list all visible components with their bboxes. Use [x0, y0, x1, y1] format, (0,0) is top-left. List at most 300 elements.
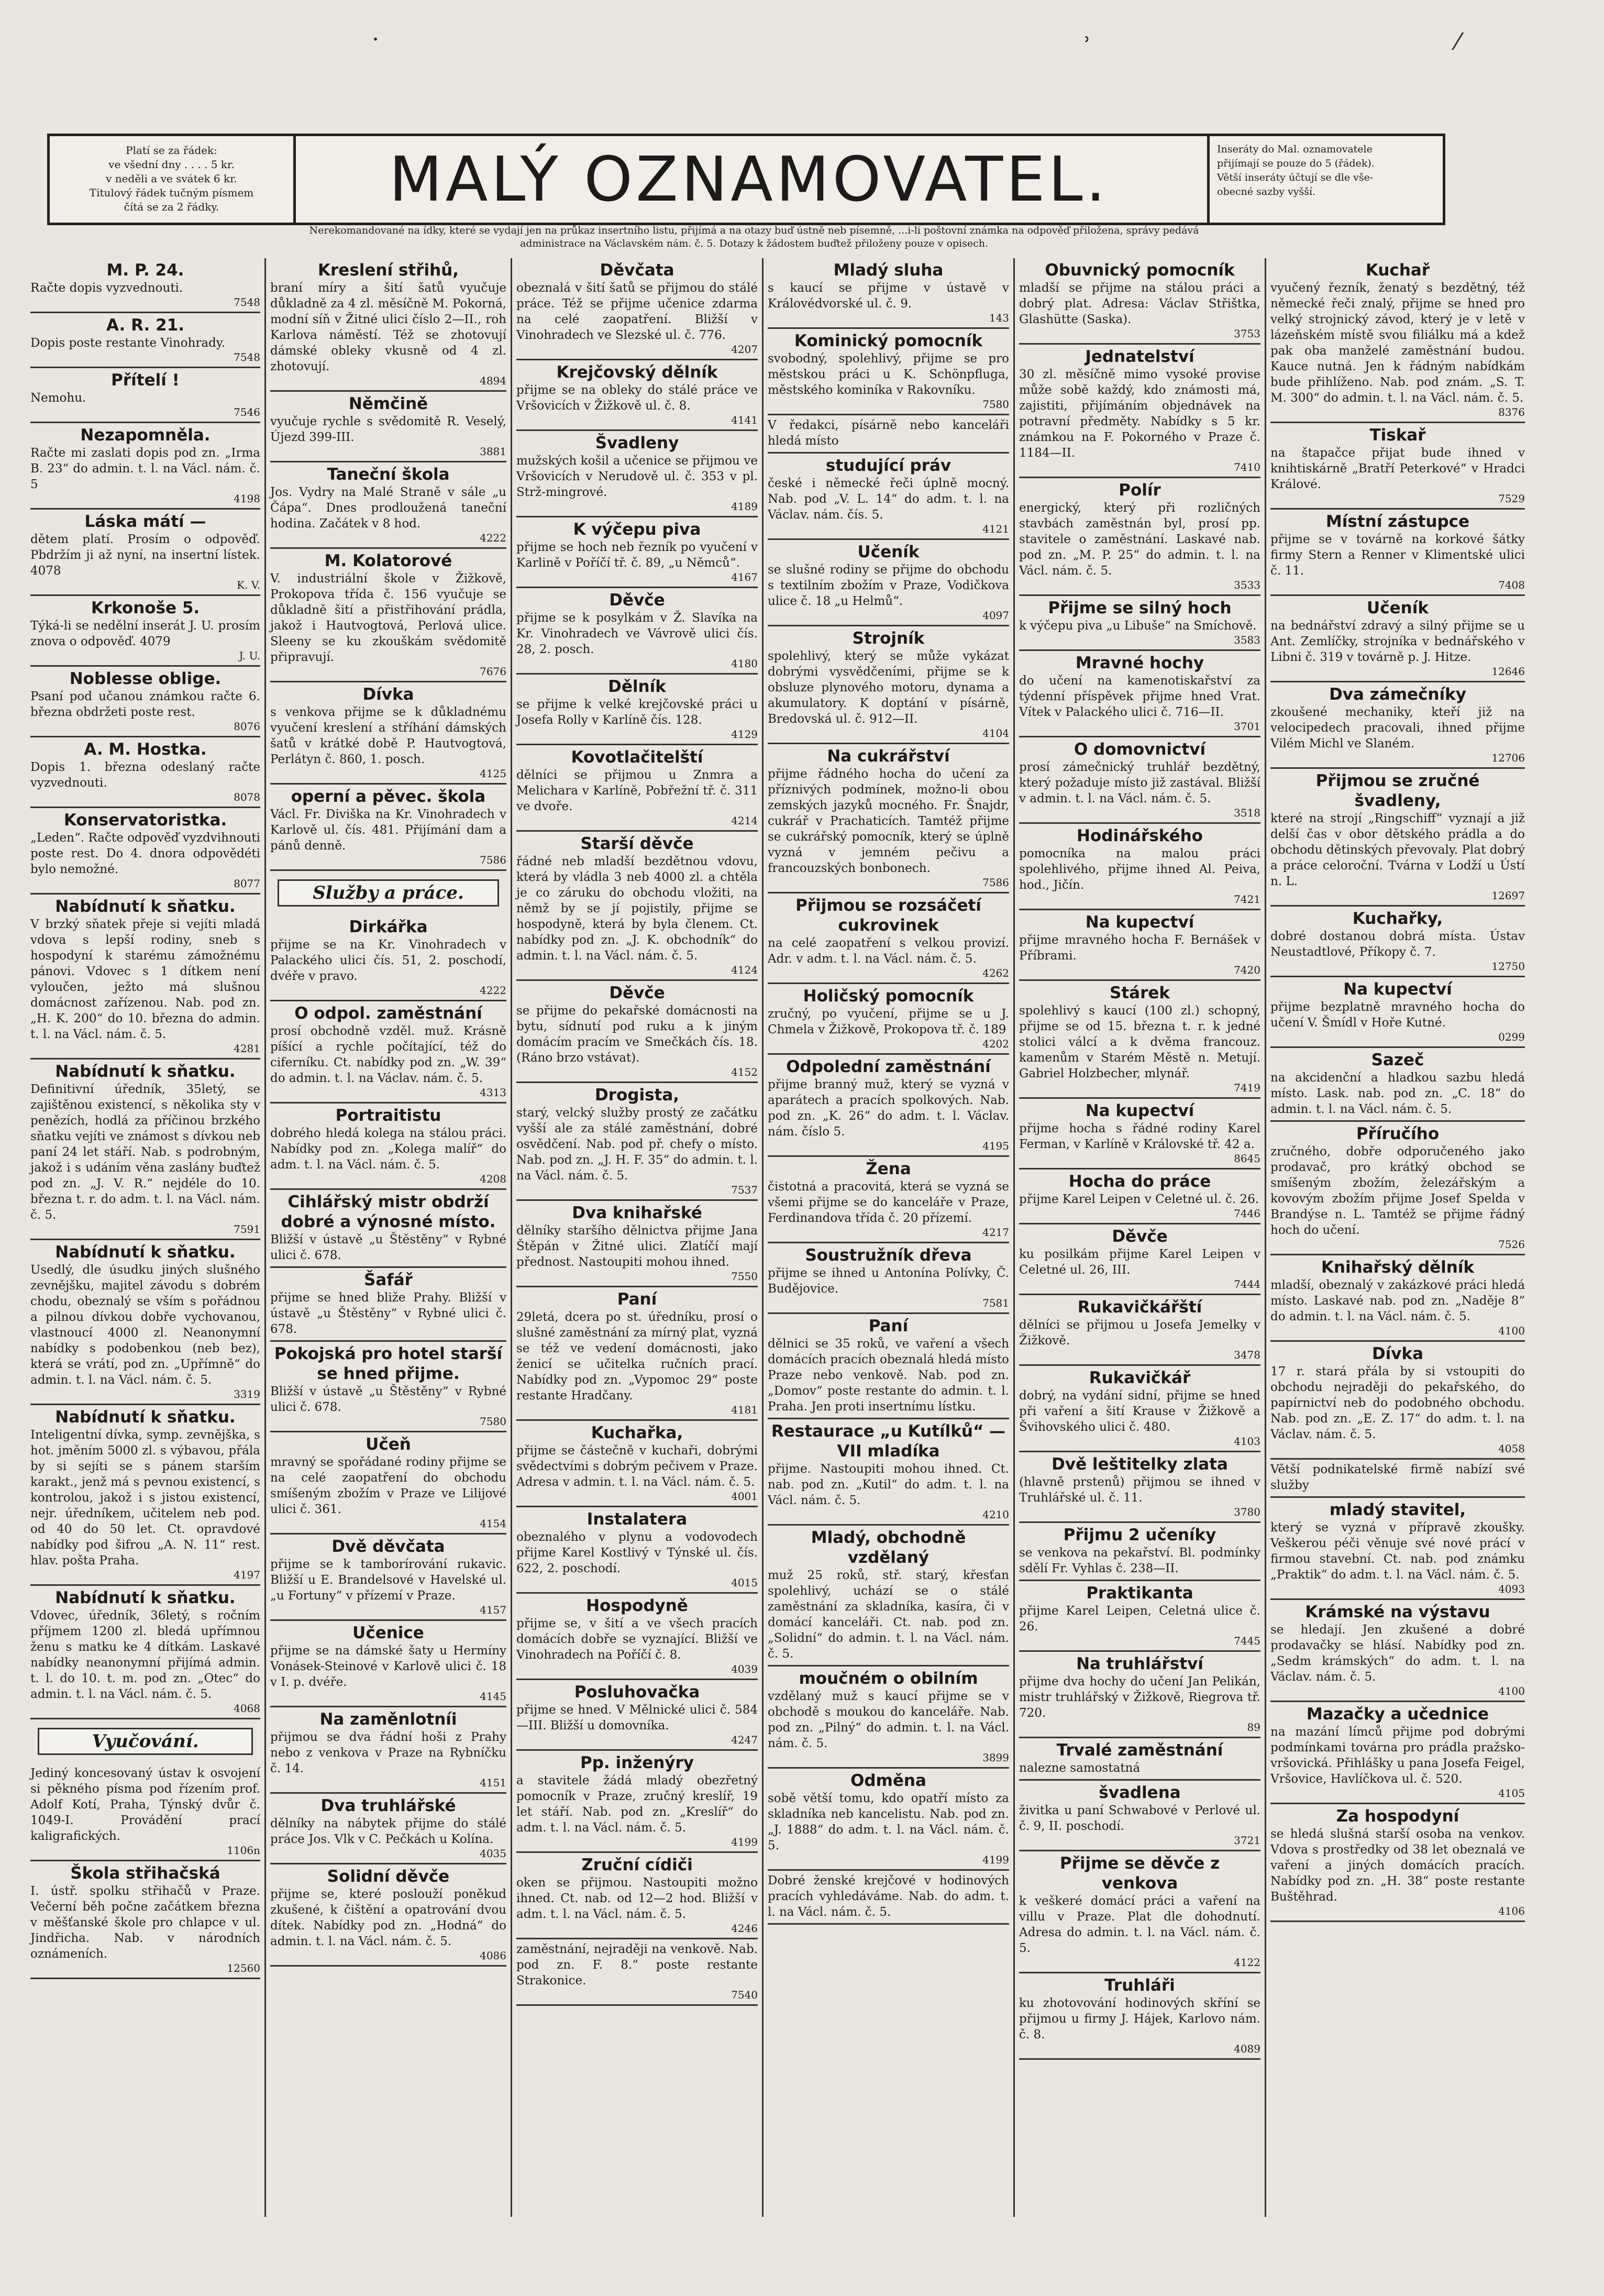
ad-heading: Paní [617, 1290, 657, 1309]
classified-ad [270, 1864, 506, 1967]
ad-text: vzdělaný muž s kaucí přijme se v obchodě s moukou do kanceláře. Nab. pod zn. „Pilný“ do admin. t. l. na Václ. nám. č. 5. [768, 1690, 1009, 1750]
classified-ad [30, 737, 260, 808]
ad-heading: švadlena [1099, 1783, 1181, 1802]
classified-ad [516, 588, 758, 675]
ad-text: braní míry a šití šatů vyučuje důkladně za 4 zl. měsíčně M. Pokorná, modní síň v Žitné ulici číslo 2—II., roh Karlova náměstí. Též se zhotovují dámské obleky vkusně od 4 zl. zhotovují. [270, 281, 506, 373]
ad-heading: Polír [1119, 481, 1161, 500]
ad-heading: Obuvnický pomocník [1045, 261, 1235, 280]
ad-heading: Taneční škola [327, 465, 450, 484]
ad-heading: Jednatelství [1085, 347, 1194, 366]
ad-reference-number: 8376 [1498, 406, 1525, 418]
ad-text: se hledají. Jen zkušené a dobré prodavačky se hlásí. Nabídky pod zn. „Sedm krámských“ do adm. t. l. na Václav. nám. č. 5. [1270, 1623, 1525, 1684]
ad-text: zručného, dobře odporučeného jako prodavač, pro krátký obchod se smíšeným zbožím, železářským a kovovým zbožím přijme Josef Spelda v Brandýse n. L. Tamtéž se přijme řádný hoch do učení. [1270, 1145, 1525, 1237]
classified-ad [516, 1287, 758, 1421]
ad-reference-number: 4039 [731, 1663, 758, 1675]
ad-text: I. ústř. spolku střihačů v Praze. Večerní běh počne začátkem března v měšťanské škole pro chlapce v ul. Jindřicha. Nab. v národních oznámeních. [30, 1884, 260, 1961]
ad-text: energický, který při rozličných stavbách zaměstnán byl, prosí pp. stavitele o zaměstnání. Laskavé nab. pod zn. „M. P. 25“ do admin. t. l. na Václ. nám. č. 5. [1019, 501, 1260, 578]
classified-ad [270, 1794, 506, 1864]
classified-ad [270, 1190, 506, 1268]
ad-text: se venkova na pekařství. Bl. podmínky sdělí Fr. Vyhlas č. 238—II. [1019, 1546, 1260, 1575]
ad-reference-number: 4068 [234, 1702, 260, 1715]
ad-column [1265, 258, 1529, 2217]
classified-ad [1019, 1224, 1260, 1295]
ad-heading: Děvčata [600, 261, 674, 280]
ad-text: spolehlivý s kaucí (100 zl.) schopný, přijme se od 15. března t. r. k jedné stolici válcí a k dvěma francouz. kamenům v Starém Městě n. Metují. Gabriel Holzbecher, mlynář. [1019, 1004, 1260, 1080]
ad-column [26, 258, 264, 2217]
ad-reference-number: J. U. [239, 649, 260, 662]
ad-heading: Dvě děvčata [331, 1537, 445, 1556]
ad-reference-number: 12560 [227, 1962, 260, 1974]
section-heading: Služby a práce. [278, 879, 499, 907]
ad-reference-number: 4145 [480, 1690, 506, 1703]
ad-heading: Hospodyně [586, 1596, 688, 1615]
ad-reference-number: 8645 [1234, 1152, 1260, 1165]
classified-ad [768, 415, 1009, 454]
ad-text: mladší, obeznalý v zakázkové práci hledá místo. Laskavé nab. pod zn. „Naděje 8“ do admin. t. l. na Václ. nám. č. 5. [1270, 1278, 1525, 1323]
ad-text: přijme bezplatně mravného hocha do učení V. Šmídl v Hoře Kutné. [1270, 1000, 1525, 1030]
page-title: MALÝ OZNAMOVATEL. [389, 143, 1109, 215]
ad-reference-number: 4202 [982, 1037, 1009, 1050]
ad-heading: Na kupectví [1085, 1101, 1194, 1120]
ad-text: starý, velcký služby prostý ze začátku vyšší ale za stálé zaměstnání, dobré osvědčení. Nab. pod př. chefy o místo. Nab. pod zn. „J. H. F. 35“ do admin. t. l. na Václ. nám. č. 5. [516, 1106, 758, 1183]
classified-ad [1270, 510, 1525, 596]
ad-heading: Přijme se děvče z venkova [1059, 1854, 1220, 1893]
ad-reference-number: 3478 [1234, 1349, 1260, 1361]
classified-ad [1270, 769, 1525, 907]
ad-heading: A. R. 21. [106, 316, 185, 335]
info-line: přijímají se pouze do 5 (řádek). [1217, 158, 1375, 169]
classified-ad [270, 1342, 506, 1432]
classified-ad [1270, 977, 1525, 1048]
ad-heading: Hocha do práce [1068, 1172, 1211, 1191]
classified-ad [768, 893, 1009, 984]
ad-text: 30 zl. měsíčně mimo vysoké provise může sobě každý, kdo známosti má, zajistiti, přijímáním objednávek na potravní předměty. Nabídky s 5 kr. známkou na F. Pokorného v Praze č. 1184—II. [1019, 368, 1260, 460]
classified-ad [516, 1939, 758, 2006]
ad-heading: Praktikanta [1086, 1584, 1193, 1603]
info-line: Inseráty do Mal. oznamovatele [1217, 144, 1373, 155]
ad-reference-number: 7419 [1234, 1081, 1260, 1094]
ad-reference-number: 7421 [1234, 893, 1260, 906]
ad-text: zkoušené mechaniky, kteří již na velocipedech pracovali, ihned přijme Vilém Michl ve Slaném. [1270, 705, 1525, 750]
ad-heading: Dva truhlářské [320, 1796, 456, 1815]
classified-ad [768, 626, 1009, 744]
classified-ad [270, 1432, 506, 1535]
ad-text: svobodný, spolehlivý, přijme se pro městskou práci u K. Schönpfluga, městského kominíka v Rakovníku. [768, 352, 1009, 397]
ad-text: živitka u paní Schwabové v Perlové ul. č. 9, II. poschodí. [1019, 1804, 1260, 1833]
ad-text: Bližší v ústavě „u Štěstěny“ v Rybné ulici č. 678. [270, 1385, 506, 1414]
ad-text: na mazání límců přijme pod dobrými podmínkami továrna pro prádla pražsko-vršovická. Přihlášky u pana Josefa Feigel, Vršovice, Havlíčkova ul. č. 520. [1270, 1725, 1525, 1786]
ad-heading: Dělník [608, 677, 666, 696]
classified-ad [516, 360, 758, 431]
ad-text: přijme se hoch neb řezník po vyučení v Karlině v Poříčí tř. č. 89, „u Němců“. [516, 540, 758, 570]
ad-heading: Rukavičkářští [1077, 1298, 1202, 1317]
ad-reference-number: 7550 [731, 1270, 758, 1283]
ad-text: čistotná a pracovitá, která se vyzná se všemi přijme se do kanceláře v Praze, Ferdinandova třída č. 20 přízemí. [768, 1180, 1009, 1225]
classified-ad [270, 549, 506, 682]
ad-text: dobrého hledá kolega na stálou práci. Nabídky pod zn. „Kolega malíř“ do adm. t. l. na Václ. nám. č. 5. [270, 1127, 506, 1172]
classified-ad [1019, 910, 1260, 981]
ad-heading: Přijme se silný hoch [1048, 599, 1232, 617]
ad-column [511, 258, 762, 2217]
classified-ad [768, 744, 1009, 893]
ad-text: ku zhotovování hodinových skříní se přijmou u firmy J. Hájek, Karlovo nám. č. 8. [1019, 1996, 1260, 2041]
ad-heading: Portraitistu [335, 1106, 441, 1125]
classified-ad [30, 1861, 260, 1979]
ad-reference-number: 3319 [234, 1388, 260, 1400]
ad-text: dělnici se 35 roků, ve vaření a všech domácích pracích obeznalá hledá místo Praze nebo venkově. Nab. pod zn. „Domov“ poste restante do admin. t. l. Praha. Jen proti insertnímu lístku. [768, 1337, 1009, 1414]
ad-text: k výčepu piva „u Libuše“ na Smíchově. [1019, 619, 1257, 633]
ad-heading: studující práv [825, 456, 952, 475]
ad-heading: Nabídnutí k sňatku. [55, 1588, 236, 1607]
ad-heading: Tiskař [1369, 426, 1426, 445]
ad-heading: Pokojská pro hotel starší se hned přijme. [274, 1344, 503, 1383]
ad-reference-number: 4222 [480, 984, 506, 997]
classified-ad [768, 1871, 1009, 1925]
ad-text: řádné neb mladší bezdětnou vdovu, která by vládla 3 neb 4000 zl. a chtěla je co záruku do obchodu vložiti, na němž by se jí pojistily, přijme se hospodyně, která by byla členem. Ct. nabídky pod zn. „J. K. obchodník“ do admin. t. l. na Václ. nám. č. 5. [516, 855, 758, 963]
ad-heading: Stárek [1110, 984, 1170, 1002]
ad-heading: Učeník [1367, 599, 1429, 617]
ad-text: obeznalého v plynu a vodovodech přijme Karel Kostlivý v Týnské ul. čís. 622, 2. poschodí. [516, 1530, 758, 1575]
ad-reference-number: 3780 [1234, 1506, 1260, 1518]
ad-text: Jos. Vydry na Malé Straně v sále „u Čápa“. Dnes prodloužená taneční hodina. Začátek v 8 hod. [270, 485, 506, 531]
ad-heading: Nabídnutí k sňatku. [55, 1062, 236, 1081]
ad-text: přijme se částečně v kuchaři, dobrými svědectvími s dobrým pečivem v Praze. Adresa v admin. t. l. na Václ. nám. č. 5. [516, 1444, 758, 1489]
classified-ad [30, 258, 260, 313]
ad-text: (hlavně prstenů) přijmou se ihned v Truhlářské ul. č. 11. [1019, 1475, 1260, 1505]
classified-ad [1019, 478, 1260, 596]
ad-text: Bližší v ústavě „u Štěstěny“ v Rybné ulici č. 678. [270, 1233, 506, 1262]
ad-reference-number: 4106 [1498, 1905, 1525, 1917]
ad-text: přijme se v továrně na korkové šátky firmy Stern a Renner v Klimentské ulici č. 11. [1270, 533, 1525, 578]
ad-reference-number: 4097 [982, 609, 1009, 622]
classified-ad [768, 984, 1009, 1055]
ad-heading: Sazeč [1371, 1051, 1424, 1069]
ad-text: Vdovec, úředník, 36letý, s ročním příjmem 1200 zl. bledá upřímnou ženu s matku ke 4 dítkám. Laskavé nabídky neanonymní přijímá admin. t. l. do 10. t. m. pod zn. „Otec“ do admin. t. l. na Václ. nám. č. 5. [30, 1609, 260, 1701]
ad-heading: Přítelí ! [111, 371, 180, 390]
classified-ad [1019, 1973, 1260, 2060]
classified-ad [270, 392, 506, 462]
ad-text: které na strojí „Ringschiff“ vyznají a již delší čas v obor dětského prádla a do obchodu dětinských převovaly. Plat dobrý a práce celoroční. Tvárna v Lodží u Ústí n. L. [1270, 812, 1525, 888]
ad-reference-number: 4089 [1234, 2043, 1260, 2055]
classified-ad [516, 832, 758, 981]
ad-text: vyučuje rychle s svědomitě R. Veselý, Újezd 399-III. [270, 415, 506, 444]
classified-ad [270, 258, 506, 392]
ad-reference-number: 4210 [982, 1508, 1009, 1521]
ad-text: se slušné rodiny se přijme do obchodu s textilním zbožím v Praze, Vodičkova ulice č. 18 „u Helmů“. [768, 563, 1009, 608]
classified-ad [516, 1853, 758, 1939]
ad-heading: Kuchařky, [1352, 909, 1443, 928]
ad-heading: Na kupectví [1085, 913, 1194, 932]
ad-heading: Přijmou se rozsáčetí cukrovinek [795, 896, 981, 935]
notice-line: Nerekomandované na ídky, které se vydají jen na průkaz insertního listu, přijímá a na otazy buď ústně neb písemně, ...i-li poštovní známka na odpověď přiložena, správy pedává [309, 225, 1199, 236]
ad-text: přijme se k posylkám v Ž. Slavíka na Kr. Vinohradech ve Vávrově ulici čís. 28, 2. posch. [516, 611, 758, 656]
classified-ad [30, 368, 260, 423]
price-line: Titulový řádek tučným písmem [89, 186, 254, 199]
ad-heading: O domovnictví [1074, 740, 1206, 759]
ad-reference-number: 4001 [731, 1490, 758, 1503]
ad-reference-number: 7586 [480, 854, 506, 866]
ad-reference-number: 3753 [1234, 327, 1260, 340]
classified-ad [1019, 737, 1260, 824]
ad-text: se hledá slušná starší osoba na venkov. Vdova s prostředky od 38 let obeznalá ve vaření a jiných domácích pracích. Nabídky pod zn. „H. 38“ poste restante Buštěhrad. [1270, 1827, 1525, 1904]
classified-ad [270, 1268, 506, 1342]
ad-heading: Přijmou se zručné švadleny, [1315, 771, 1480, 810]
ad-text: dělníci se přijmou u Josefa Jemelky v Žižkově. [1019, 1318, 1260, 1348]
ad-heading: Drogista, [594, 1086, 680, 1105]
ad-heading: Učeň [366, 1435, 411, 1454]
ad-heading: Na zaměnlotníi [319, 1710, 457, 1729]
ad-text: V ředakci, písárně nebo kanceláři hledá místo [768, 418, 1009, 448]
ad-reference-number: 4281 [234, 1042, 260, 1055]
price-line: v neděli a ve svátek 6 kr. [106, 172, 237, 185]
classified-ad [1019, 1295, 1260, 1366]
ad-heading: Dvě leštitelky zlata [1052, 1455, 1228, 1474]
classified-ad [516, 1421, 758, 1507]
ad-text: přijme se na obleky do stálé práce ve Vršovicích v Žižkově ul. č. 8. [516, 383, 758, 413]
ad-text: přijme Karel Leipen v Celetné ul. č. 26. [1019, 1193, 1259, 1206]
ad-heading: Mravné hochy [1075, 654, 1204, 672]
ad-heading: Krkonoše 5. [91, 599, 200, 617]
ad-text: mužských košil a učenice se přijmou ve Vršovicích v Nerudově ul. č. 353 v pl. Strž-mingrové. [516, 454, 758, 499]
ad-text: se přijme k velké krejčovské práci u Josefa Rolly v Karlíně čís. 128. [516, 698, 758, 727]
classified-ad [1270, 1498, 1525, 1600]
ad-text: dobré dostanou dobrá místa. Ústav Neustadtlové, Příkopy č. 7. [1270, 930, 1525, 959]
classified-ad [1019, 1169, 1260, 1224]
classified-ad [516, 1680, 758, 1751]
classified-ad [516, 1083, 758, 1201]
price-line: Platí se za řádek: [126, 144, 217, 157]
classified-ad [516, 675, 758, 745]
ad-text: přijme se, které poslouží poněkud zkušené, k čištění a opatrování dvou dítek. Nabídky pod zn. „Hodná“ do admin. t. l. na Václ. nám. č. 5. [270, 1887, 506, 1948]
ad-reference-number: 4154 [480, 1517, 506, 1530]
classified-ad [30, 596, 260, 667]
classified-ad [30, 1059, 260, 1240]
classified-ad [1270, 1600, 1525, 1702]
insertion-info-box [1207, 136, 1443, 223]
ad-reference-number: 4151 [480, 1776, 506, 1789]
ad-reference-number: 4214 [731, 814, 758, 827]
ad-reference-number: 1106n [227, 1844, 260, 1857]
ad-reference-number: 12750 [1491, 960, 1525, 973]
ad-reference-number: 7444 [1234, 1278, 1260, 1290]
ad-reference-number: 4124 [731, 964, 758, 976]
ad-text: 17 r. stará přála by si vstoupiti do obchodu nejraději do pekařského, do papírnictví neb do podobného obchodu. Nab. pod zn. „E. Z. 17“ do adm. t. l. na Václav. nám. č. 5. [1270, 1365, 1525, 1441]
ad-reference-number: 7529 [1498, 492, 1525, 505]
ad-text: přijme dva hochy do učení Jan Pelikán, mistr truhlářský v Žižkově, Riegrova tř. 720. [1019, 1675, 1260, 1720]
ad-heading: Konservatoristka. [63, 811, 227, 830]
ad-heading: Dirkářka [349, 918, 428, 936]
ad-reference-number: 7591 [234, 1223, 260, 1235]
ad-reference-number: 7580 [480, 1415, 506, 1428]
ad-text: dětem platí. Prosím o odpověď. Pbdržím ji až nyní, na insertní lístek. 4078 [30, 533, 260, 578]
ad-heading: Na truhlářství [1076, 1654, 1203, 1673]
ad-reference-number: 4189 [731, 500, 758, 513]
classified-ad [270, 1103, 506, 1190]
classified-ad [1019, 1851, 1260, 1973]
ad-heading: Restaurace „u Kutílků“ —VII mladíka [771, 1422, 1006, 1461]
ad-reference-number: 4103 [1234, 1435, 1260, 1448]
classified-ad [768, 454, 1009, 540]
ad-text: dobrý, na vydání sidní, přijme se hned při vaření a šití Krause v Žižkově a Švihovského ulici č. 480. [1019, 1389, 1260, 1434]
section-heading: Vyučování. [38, 1728, 253, 1755]
classified-ad [1019, 345, 1260, 478]
ad-reference-number: 4125 [480, 767, 506, 780]
classified-ad [30, 667, 260, 737]
ad-reference-number: 4100 [1498, 1324, 1525, 1337]
ad-reference-number: 7548 [234, 296, 260, 308]
ad-text: Psaní pod učanou známkou račte 6. března obdržeti poste rest. [30, 690, 260, 719]
classified-ad [30, 895, 260, 1059]
ad-heading: Cihlářský mistr obdrží dobré a výnosné místo. [281, 1193, 496, 1231]
ad-heading: Děvče [609, 984, 665, 1002]
classified-ad [768, 1526, 1009, 1666]
classified-ad [1019, 1781, 1260, 1851]
ad-text: dělníky staršího dělnictva přijme Jana Štěpán v Žitné ulici. Zlatíčí mají přednost. Nastoupiti mohou ihned. [516, 1224, 758, 1269]
ad-reference-number: 4104 [982, 727, 1009, 739]
ad-heading: Za hospodyní [1336, 1807, 1459, 1826]
ad-reference-number: 7548 [234, 351, 260, 363]
ad-heading: Nezapomněla. [80, 426, 211, 445]
ad-text: přijme se na Kr. Vinohradech v Palackého ulici čís. 51, 2. poschodí, dvéře v pravo. [270, 938, 506, 983]
ad-text: který se vyzná v přípravě zkoušky. Veškerou péči věnuje své nové prácí v firmou stavební. Ct. nab. pod známku „Praktik“ do adm. t. l. na Václ. nám. č. 5. [1270, 1521, 1525, 1582]
classified-ad [1270, 1048, 1525, 1122]
classified-ad [1019, 1652, 1260, 1738]
classified-ad [516, 745, 758, 832]
classified-ad [768, 258, 1009, 329]
ad-reference-number: 4247 [731, 1734, 758, 1746]
ad-text: přijme Karel Leipen, Celetná ulice č. 26. [1019, 1604, 1260, 1633]
ad-heading: M. Kolatorové [324, 551, 452, 570]
notice-line: administrace na Václavském nám. č. 5. Dotazy k žádostem buďtež přiloženy pouze v opisech. [519, 238, 989, 249]
classified-ad [270, 462, 506, 549]
ad-heading: Instalatera [587, 1510, 688, 1529]
ad-reference-number: 4199 [982, 1853, 1009, 1866]
ad-heading: Nabídnutí k sňatku. [55, 897, 236, 916]
classified-ad [516, 517, 758, 588]
ad-reference-number: 8077 [234, 877, 260, 890]
classified-ad [1270, 423, 1525, 510]
classified-ad [270, 682, 506, 785]
ad-text: 29letá, dcera po st. úředníku, prosí o slušné zaměstnání za mírný plat, vyzná se též ve vedení domácnosti, jako ženicí se učitelka ručních prací. Nabídky pod zn. „Vypomoc 29“ poste restante Hradčany. [516, 1310, 758, 1403]
ad-reference-number: 4313 [480, 1086, 506, 1099]
ad-heading: Mladý, obchodně vzdělaný [811, 1528, 966, 1567]
ad-reference-number: 7580 [982, 398, 1009, 411]
ad-text: k veškeré domácí práci a vaření na villu v Praze. Plat dle dohodnutí. Adresa do admin. t. l. na Václ. nám. č. 5. [1019, 1894, 1260, 1955]
ad-heading: Kuchař [1365, 261, 1430, 280]
ad-reference-number: 4058 [1498, 1442, 1525, 1455]
ad-text: „Leden“. Račte odpověď vyzdvihnouti poste rest. Do 4. dnora odpovědéti bylo nemožné. [30, 831, 260, 876]
ad-heading: moučném o obilním [799, 1669, 978, 1688]
ad-reference-number: 7586 [982, 876, 1009, 889]
ad-heading: Trvalé zaměstnání [1056, 1741, 1223, 1760]
ad-heading: Truhláři [1104, 1976, 1175, 1995]
ink-mark: · [372, 26, 379, 53]
ad-text: dělníci se přijmou u Znmra a Melichara v Karlíně, Pobřežní tř. č. 311 ve dvoře. [516, 768, 758, 813]
ad-heading: Dva zámečníky [1329, 685, 1466, 704]
ad-text: do učení na kamenotiskařství za týdenní příspěvek přijme hned Vrat. Vítek v Palackého ulici č. 716—II. [1019, 674, 1260, 719]
ad-heading: Zruční cídiči [581, 1856, 693, 1874]
classified-ad [270, 1707, 506, 1794]
ad-column [1013, 258, 1265, 2217]
ad-heading: Láska mátí — [84, 512, 206, 531]
classified-ad [516, 1507, 758, 1594]
ad-text: mravný se spořádané rodiny přijme se na celé zaopatření do obchodu smíšeným zbožím v Praze ve Lilijové ulici č. 361. [270, 1455, 506, 1516]
ad-reference-number: 7546 [234, 406, 260, 418]
ad-text: zručný, po vyučení, přijme se u J. Chmela v Žižkově, Prokopova tř. č. 189 [768, 1007, 1009, 1036]
ad-reference-number: 4093 [1498, 1583, 1525, 1595]
classified-ad [270, 1001, 506, 1103]
ad-text: prosí zámečnický truhlář bezdětný, který požaduje místo již zastával. Bližší v admin. t. l. na Václ. nám. č. 5. [1019, 760, 1260, 805]
ad-reference-number: 4035 [480, 1847, 506, 1860]
ad-text: ku posilkám přijme Karel Leipen v Celetné ul. 26, III. [1019, 1248, 1260, 1277]
classified-ad [1019, 651, 1260, 737]
ad-heading: Odpolední zaměstnání [786, 1057, 991, 1076]
ad-text: Definitivní úředník, 35letý, se zajištěnou existencí, s několika sty v penězích, hodlá za příčinou brzkého sňatku vejíti ve známost s dívkou neb paní 24 let stáří. Nab. s podrobným, jakož i s udáním věna zaslány buďtež pod zn. „J. V. R.“ nejdéle do 10. března t. r. do adm. t. l. na Václ. nám. č. 5. [30, 1083, 260, 1222]
ad-text: na akcidenční a hladkou sazbu hledá místo. Lask. nab. pod zn. „C. 18“ do admin. t. l. na Václ. nám. č. 5. [1270, 1071, 1525, 1116]
ad-heading: Odměna [850, 1771, 926, 1790]
ad-text: Inteligentní dívka, symp. zevnějška, s hot. jměním 5000 zl. s výbavou, přála by si sejíti se s pánem starším karakt., jenž má s pevnou existencí, s kontrolou, jakož i s jistou existencí, nejr. úředníkem, učitelem neb pod. od 40 do 50 let. Ct. opravdové nabídky pod šifrou „A. N. 11“ rest. hlav. pošta Praha. [30, 1428, 260, 1568]
ad-text: přijme se, v šití a ve všech pracích domácích dobře se vyznající. Bližší ve Vinohradech na Poříčí č. 8. [516, 1617, 758, 1662]
classified-ad [30, 1405, 260, 1586]
ad-heading: Rukavičkář [1089, 1368, 1191, 1387]
classified-ad [30, 423, 260, 510]
ad-text: Dobré ženské krejčové v hodinových pracích vyhledáváme. Nab. do adm. t. l. na Václ. nám. č. 5. [768, 1874, 1009, 1919]
classified-ad [30, 1586, 260, 1719]
ad-heading: Dívka [1371, 1344, 1424, 1363]
ad-reference-number: 7676 [480, 665, 506, 678]
ad-text: Usedlý, dle úsudku jiných slušného zevnějšku, majitel závodu s dobrém chodu, obeznalý se vším s pořádnou a pilnou dívkou dobře vychovanou, vlastnoucí 4000 zl. Neanonymní nabídky s podobenkou (neb bez), která se vrátí, pod zn. „Upřímně“ do admin. t. l. na Václ. nám. č. 5. [30, 1263, 260, 1387]
ad-text: české i německé řeči úplně mocný. Nab. pod „V. L. 14“ do adm. t. l. na Václav. nám. čís. 5. [768, 477, 1009, 522]
ad-reference-number: 4157 [480, 1604, 506, 1616]
ad-heading: Kreslení střihů, [317, 261, 459, 280]
ad-heading: K výčepu piva [573, 520, 701, 539]
ad-text: a stavitele žádá mladý obezřetný pomocník v Praze, zručný kreslíř, 19 let stáří. Nab. pod zn. „Kreslíř“ do adm. t. l. na Václ. nám. č. 5. [516, 1774, 758, 1835]
ad-column [264, 258, 511, 2217]
ad-heading: Mladý sluha [833, 261, 944, 280]
ad-text: Týká-li se nedělní inserát J. U. prosím znova o odpověď. 4079 [30, 619, 260, 648]
ad-reference-number: 89 [1247, 1721, 1260, 1734]
classified-ad [30, 1763, 260, 1861]
ad-reference-number: 4015 [731, 1576, 758, 1589]
ad-reference-number: 3881 [480, 445, 506, 458]
ad-text: přijme se na dámské šaty u Hermíny Vonásek-Steinové v Karlově ulici č. 18 v I. p. dvéře. [270, 1644, 506, 1689]
ad-heading: Děvče [1112, 1227, 1168, 1246]
ad-reference-number: 4246 [731, 1922, 758, 1935]
ad-text: nalezne samostatná [1019, 1761, 1141, 1775]
ad-heading: Němčině [348, 394, 428, 413]
ad-heading: Na cukrářství [827, 747, 950, 766]
ad-text: Račte mi zaslati dopis pod zn. „Irma B. 23“ do admin. t. l. na Václ. nám. č. 5 [30, 446, 260, 491]
classified-ad [1019, 1099, 1260, 1169]
ad-heading: M. P. 24. [106, 261, 184, 280]
ad-heading: Nabídnutí k sňatku. [55, 1243, 236, 1262]
ad-reference-number: 4121 [982, 523, 1009, 535]
ad-heading: Krejčovský dělník [556, 363, 718, 382]
ad-reference-number: 4086 [480, 1949, 506, 1962]
ad-reference-number: 4100 [1498, 1685, 1525, 1697]
ad-heading: Noblesse oblige. [69, 669, 222, 688]
ad-reference-number: 4122 [1234, 1956, 1260, 1969]
ad-heading: Kovotlačitelští [571, 748, 703, 767]
classified-ad [1019, 1452, 1260, 1523]
ad-text: přijme se ihned u Antonína Polívky, Č. Budějovice. [768, 1266, 1009, 1296]
ad-text: prosí obchodně vzděl. muž. Krásně píšící a rychle počítající, též do ciferníku. Ct. nabídky pod zn. „W. 39“ do admin. t. l. na Václav. nám. č. 5. [270, 1024, 506, 1085]
ad-heading: Šafář [364, 1271, 413, 1289]
classified-ad [30, 313, 260, 368]
classified-ad [516, 258, 758, 360]
ad-reference-number: 4207 [731, 343, 758, 356]
price-line: čítá se za 2 řádky. [124, 201, 219, 213]
